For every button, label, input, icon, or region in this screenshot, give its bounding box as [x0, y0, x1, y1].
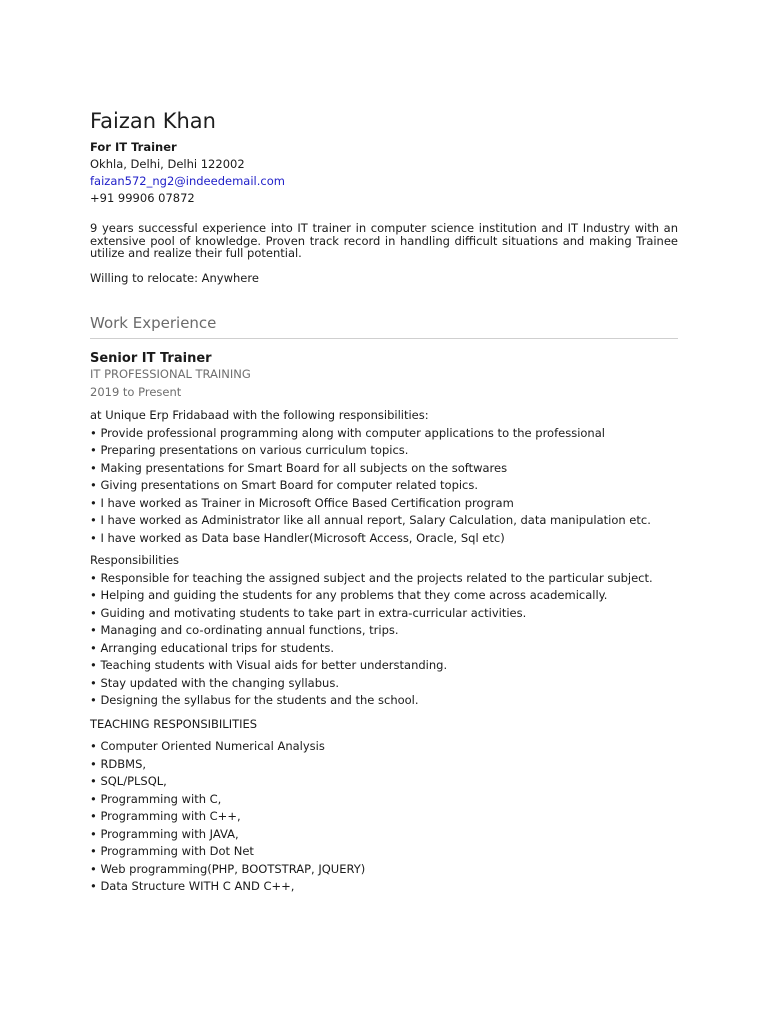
responsibility-item: • Designing the syllabus for the students and the school.	[90, 693, 419, 707]
candidate-name: Faizan Khan	[90, 109, 216, 133]
job-description	[90, 407, 678, 896]
relocation-text: Willing to relocate: Anywhere	[90, 271, 259, 285]
job-dates: 2019 to Present	[90, 385, 182, 399]
work-experience-heading: Work Experience	[90, 314, 217, 332]
duty-item: • Making presentations for Smart Board for all subjects on the softwares	[90, 460, 508, 475]
teaching-item: • Programming with C++,	[90, 809, 241, 823]
responsibility-item: • Helping and guiding the students for any problems that they come across academically.	[90, 588, 608, 602]
teaching-heading: TEACHING RESPONSIBILITIES	[90, 716, 258, 731]
section-divider	[90, 338, 678, 339]
responsibility-item: • Responsible for teaching the assigned subject and the projects related to the particular subject.	[90, 570, 653, 585]
duty-item: • Provide professional programming along with computer applications to the professional	[90, 425, 605, 440]
teaching-item: • Programming with Dot Net	[90, 844, 254, 858]
candidate-phone: +91 99906 07872	[90, 191, 195, 205]
job-company: IT PROFESSIONAL TRAINING	[90, 367, 251, 381]
summary-paragraph: 9 years successful experience into IT trainer in computer science institution and IT Industry with an extensive pool of knowledge. Proven track record in handling difficult situations and making Trainee utilize and realize their full potential.	[90, 221, 678, 260]
teaching-item: • SQL/PLSQL,	[90, 774, 167, 788]
responsibility-item: • Managing and co-ordinating annual functions, trips.	[90, 623, 399, 637]
duty-item: • I have worked as Trainer in Microsoft Office Based Certification program	[90, 495, 514, 510]
responsibility-item: • Guiding and motivating students to take part in extra-curricular activities.	[90, 605, 527, 620]
teaching-item: • Web programming(PHP, BOOTSTRAP, JQUERY)	[90, 861, 366, 876]
responsibility-item: • Teaching students with Visual aids for better understanding.	[90, 658, 448, 672]
teaching-item: • Programming with JAVA,	[90, 826, 239, 841]
teaching-item: • Programming with C,	[90, 791, 222, 806]
duty-item: • Preparing presentations on various curriculum topics.	[90, 443, 409, 457]
responsibility-item: • Stay updated with the changing syllabus.	[90, 675, 339, 690]
teaching-item: • Computer Oriented Numerical Analysis	[90, 739, 325, 753]
job-intro: at Unique Erp Fridabaad with the following responsibilities:	[90, 408, 429, 422]
teaching-item: • RDBMS,	[90, 756, 147, 771]
duty-item: • Giving presentations on Smart Board for computer related topics.	[90, 478, 479, 492]
candidate-address: Okhla, Delhi, Delhi 122002	[90, 157, 245, 171]
responsibilities-heading: Responsibilities	[90, 553, 180, 567]
candidate-headline: For IT Trainer	[90, 140, 177, 154]
teaching-item: • Data Structure WITH C AND C++,	[90, 879, 295, 893]
job-title: Senior IT Trainer	[90, 351, 212, 366]
duty-item: • I have worked as Administrator like all annual report, Salary Calculation, data manipulation etc.	[90, 513, 651, 527]
duty-item: • I have worked as Data base Handler(Microsoft Access, Oracle, Sql etc)	[90, 530, 505, 545]
responsibility-item: • Arranging educational trips for students.	[90, 640, 335, 655]
candidate-email-link[interactable]: faizan572_ng2@indeedemail.com	[90, 174, 285, 188]
